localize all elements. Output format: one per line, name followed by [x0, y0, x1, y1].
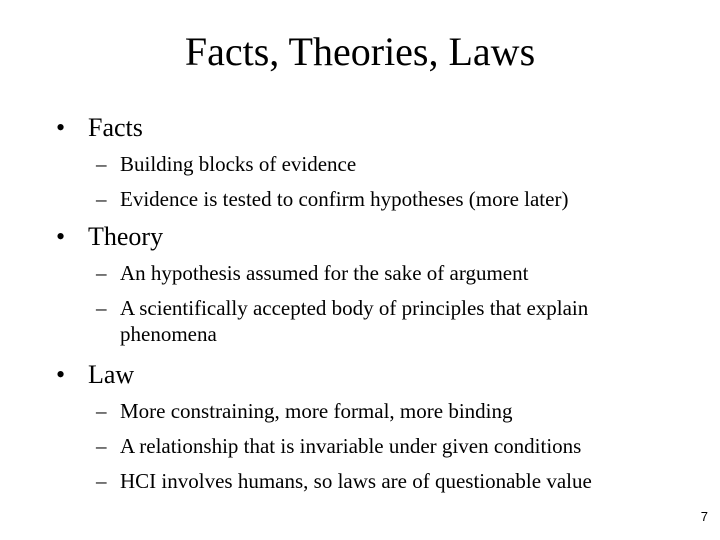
dash-marker: –: [96, 399, 107, 423]
sub-item: [96, 468, 696, 494]
sub-item-text: A relationship that is invariable under given conditions: [120, 434, 582, 458]
bullet-marker: •: [56, 113, 66, 142]
sub-item: [96, 433, 696, 459]
dash-marker: –: [96, 469, 107, 493]
slide-title: Facts, Theories, Laws: [184, 29, 536, 74]
sub-item: [96, 260, 696, 286]
bullet-label: Facts: [88, 113, 143, 142]
dash-marker: –: [96, 434, 107, 458]
bullet-marker: •: [56, 222, 66, 251]
dash-marker: –: [96, 261, 107, 285]
sub-item: [96, 151, 696, 177]
bullet-facts: [56, 112, 143, 144]
sub-item-text: More constraining, more formal, more binding: [120, 399, 513, 423]
sub-item: [96, 295, 656, 347]
sub-item: [96, 186, 696, 212]
bullet-theory: [56, 221, 163, 253]
sub-item-text: HCI involves humans, so laws are of questionable value: [120, 469, 592, 493]
page-number: 7: [700, 509, 708, 524]
bullet-label: Theory: [88, 222, 164, 251]
sub-item-text: Building blocks of evidence: [120, 152, 357, 176]
sub-item-text: An hypothesis assumed for the sake of argument: [120, 261, 529, 285]
dash-marker: –: [96, 187, 107, 211]
sub-item-text: Evidence is tested to confirm hypotheses (more later): [120, 187, 569, 211]
bullet-label: Law: [88, 360, 135, 389]
bullet-law: [56, 359, 134, 391]
bullet-marker: •: [56, 360, 66, 389]
sub-item: [96, 398, 696, 424]
sub-item-text: A scientifically accepted body of principles that explain phenomena: [120, 296, 589, 346]
dash-marker: –: [96, 152, 107, 176]
dash-marker: –: [96, 296, 107, 320]
